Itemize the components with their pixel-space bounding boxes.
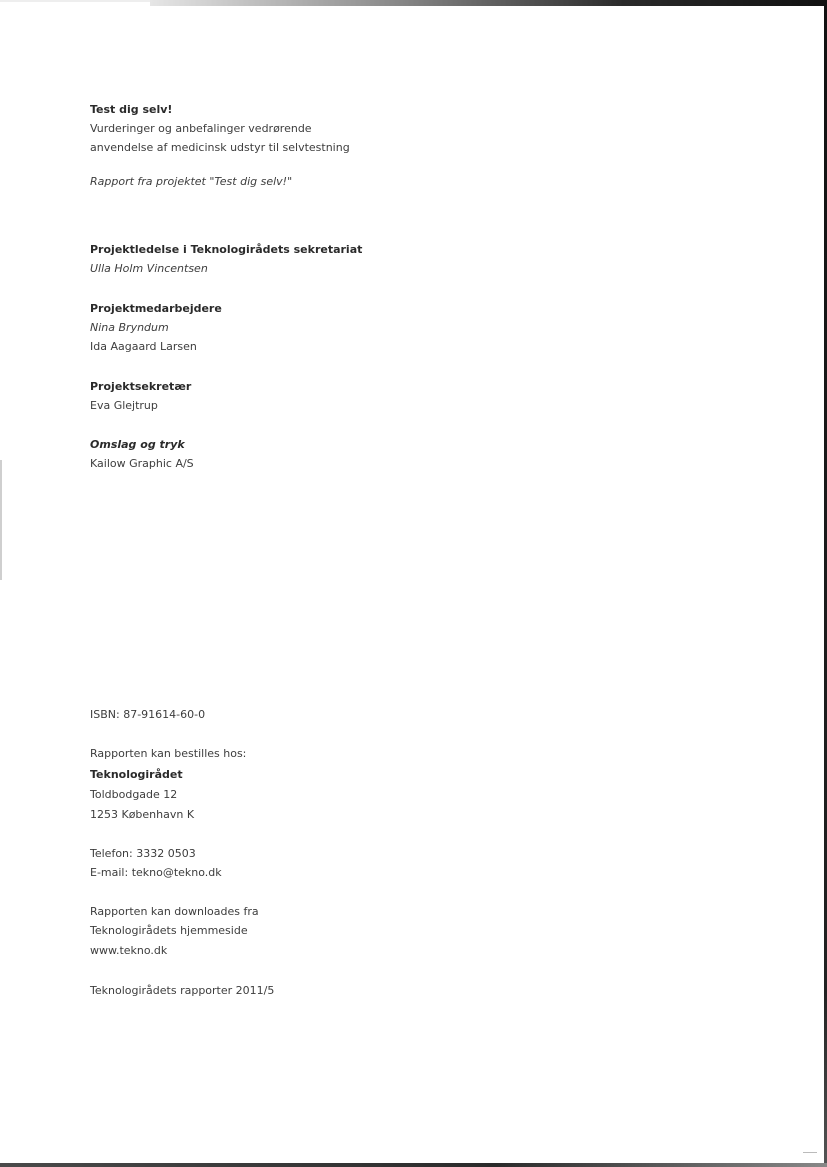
address-line1: Toldbodgade 12 <box>90 788 178 801</box>
project-lead-name: Ulla Holm Vincentsen <box>90 262 208 275</box>
website: www.tekno.dk <box>90 944 168 957</box>
report-title: Test dig selv! <box>90 103 173 116</box>
address-line2: 1253 København K <box>90 808 195 821</box>
print-name: Kailow Graphic A/S <box>90 457 194 470</box>
download-line2: Teknologirådets hjemmeside <box>90 924 248 937</box>
report-series: Teknologirådets rapporter 2011/5 <box>90 984 275 997</box>
collaborators-heading: Projektmedarbejdere <box>90 302 222 315</box>
report-subtitle-line2: anvendelse af medicinsk udstyr til selvtestning <box>90 141 350 154</box>
scan-corner-mark <box>803 1152 817 1153</box>
download-line1: Rapporten kan downloades fra <box>90 905 259 918</box>
phone: Telefon: 3332 0503 <box>90 847 196 860</box>
org-name: Teknologirådet <box>90 768 183 781</box>
order-text: Rapporten kan bestilles hos: <box>90 747 247 760</box>
collaborator-name: Nina Bryndum <box>90 321 169 334</box>
collaborator-name: Ida Aagaard Larsen <box>90 340 197 353</box>
isbn: ISBN: 87-91614-60-0 <box>90 708 206 721</box>
report-note: Rapport fra projektet "Test dig selv!" <box>90 175 293 188</box>
scan-edge-top <box>150 0 827 6</box>
secretary-name: Eva Glejtrup <box>90 399 158 412</box>
project-lead-heading: Projektledelse i Teknologirådets sekretariat <box>90 243 363 256</box>
secretary-heading: Projektsekretær <box>90 380 192 393</box>
print-heading: Omslag og tryk <box>90 438 185 451</box>
report-subtitle-line1: Vurderinger og anbefalinger vedrørende <box>90 122 312 135</box>
scan-edge-left <box>0 460 2 580</box>
scan-edge-bottom <box>0 1163 827 1167</box>
scan-edge-top-fade <box>0 0 150 2</box>
email: E-mail: tekno@tekno.dk <box>90 866 222 879</box>
